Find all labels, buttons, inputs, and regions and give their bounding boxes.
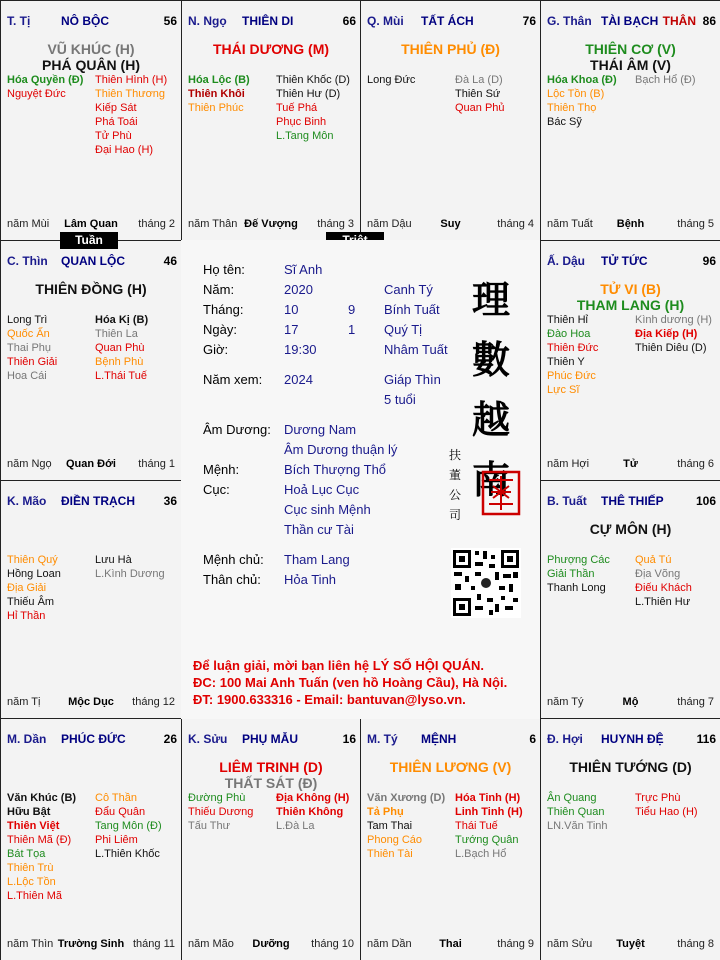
minor-star: Lộc Tồn (B) <box>547 88 605 100</box>
minor-star: Đường Phù <box>188 792 246 804</box>
truong-sinh: Quan Đới <box>66 458 116 470</box>
minor-star: L.Thiên Mã <box>7 890 63 902</box>
month-label: Tháng: <box>203 302 244 317</box>
year-label: Năm: <box>203 282 235 297</box>
minor-star: Quả Tú <box>635 554 672 566</box>
palace-age: 66 <box>342 14 356 28</box>
main-star: THIÊN TƯỚNG (D) <box>569 759 692 775</box>
month-lunar: 9 <box>348 302 356 317</box>
palace-branch: T. Tị <box>7 14 31 28</box>
minor-star: L.Lộc Tồn <box>7 876 56 888</box>
year-label: năm Dần <box>367 938 412 950</box>
palace-footer <box>547 696 714 710</box>
palace-name: TỬ TỨC <box>601 254 648 268</box>
main-star: LIÊM TRINH (D) <box>219 759 323 775</box>
palace-branch: N. Ngọ <box>188 14 227 28</box>
minor-star: Thiên Trù <box>7 862 54 874</box>
minor-star: Tướng Quân <box>455 834 519 846</box>
minor-star: Thai Phụ <box>7 342 52 354</box>
minor-star: Thiên Diêu (D) <box>635 342 707 354</box>
month-label: tháng 8 <box>677 938 714 950</box>
minor-star: Tiểu Hao (H) <box>635 806 698 818</box>
contact-line-2: ĐC: 100 Mai Anh Tuấn (ven hồ Hoàng Cầu), Hà Nội. <box>193 675 508 690</box>
minor-star: Thiên Việt <box>7 820 60 832</box>
contact-line-3: ĐT: 1900.633316 - Email: bantuvan@lyso.vn. <box>193 692 466 707</box>
palace-footer <box>7 938 175 952</box>
minor-star: Thiên Phúc <box>188 102 244 114</box>
minor-star: Long Trì <box>7 314 48 326</box>
minor-star: Thiên Thọ <box>547 102 597 114</box>
minor-star: Thiên Thương <box>95 88 166 100</box>
minor-star: Long Đức <box>367 74 416 86</box>
palace-age: 36 <box>163 494 177 508</box>
truong-sinh: Lâm Quan <box>64 218 118 230</box>
cuc-note-2: Thần cư Tài <box>284 522 354 537</box>
hour-canchi: Nhâm Tuất <box>384 342 448 357</box>
minor-star: Tam Thai <box>367 820 413 832</box>
month-label: tháng 12 <box>132 696 175 708</box>
minor-star: Tấu Thư <box>188 820 231 832</box>
minor-star: Thiên Đức <box>547 342 599 354</box>
palace-header <box>7 494 177 510</box>
year-value: 2020 <box>284 282 313 297</box>
minor-star: Thiên Y <box>547 356 585 368</box>
minor-star: Trực Phù <box>635 792 681 804</box>
palace-footer <box>7 696 175 710</box>
minor-star: Quan Phủ <box>455 102 505 114</box>
palace-age: 106 <box>695 494 716 508</box>
amduong-label: Âm Dương: <box>203 422 271 437</box>
truong-sinh: Trường Sinh <box>57 938 125 950</box>
palace-branch: G. Thân <box>547 14 592 28</box>
minor-star: Thanh Long <box>547 582 606 594</box>
day-value: 17 <box>284 322 299 337</box>
year-label: năm Mão <box>188 938 234 950</box>
truong-sinh: Thai <box>439 938 462 950</box>
palace-footer <box>188 218 354 232</box>
main-star: CỰ MÔN (H) <box>589 521 672 537</box>
brand-sidetext <box>449 445 463 525</box>
minor-star: Phá Toái <box>95 116 138 128</box>
red-seal-stamp <box>481 470 521 516</box>
minor-star: L.Thái Tuế <box>95 370 147 382</box>
palace-cell <box>0 480 182 719</box>
palace-header <box>547 494 716 510</box>
palace-age: 16 <box>342 732 356 746</box>
palace-branch: Ấ. Dậu <box>547 254 586 268</box>
age-value: 5 tuổi <box>384 392 416 407</box>
palace-cell <box>0 718 182 960</box>
palace-branch: K. Sửu <box>188 732 228 746</box>
palace-branch: Đ. Hợi <box>547 732 583 746</box>
minor-star: LN.Văn Tinh <box>547 820 608 832</box>
truong-sinh: Tuyệt <box>616 938 645 950</box>
minor-star: Giải Thần <box>547 568 595 580</box>
minor-star: Hồng Loan <box>7 568 61 580</box>
brand-char-3: 越 <box>471 397 510 442</box>
minor-star: Phượng Các <box>547 554 610 566</box>
minor-star: Thiếu Âm <box>7 596 55 608</box>
side-char-2: 董 <box>449 468 462 482</box>
minor-star: Phong Cáo <box>367 834 423 846</box>
cuc-value: Hoả Lục Cục <box>284 482 360 497</box>
minor-star: Thái Tuế <box>455 820 498 832</box>
year-canchi: Canh Tý <box>384 282 433 297</box>
palace-footer <box>7 458 175 472</box>
minor-star: Nguyệt Đức <box>7 88 66 100</box>
truong-sinh: Mộc Dục <box>68 696 114 708</box>
minor-star: L.Kình Dương <box>95 568 165 580</box>
palace-age: 56 <box>163 14 177 28</box>
year-label: năm Thân <box>188 218 238 230</box>
truong-sinh: Suy <box>440 218 461 230</box>
minor-star: Kình dương (H) <box>635 314 712 326</box>
main-star: THAM LANG (H) <box>576 297 685 313</box>
minor-star: Thiên Hư (D) <box>276 88 341 100</box>
month-label: tháng 5 <box>677 218 714 230</box>
palace-cell <box>360 718 541 960</box>
palace-age: 26 <box>163 732 177 746</box>
palace-branch: Q. Mùi <box>367 14 404 28</box>
palace-cell <box>181 0 361 241</box>
month-label: tháng 1 <box>138 458 175 470</box>
minor-star: Thiếu Dương <box>188 806 254 818</box>
minor-star: Thiên Khôi <box>188 88 245 100</box>
menh-label: Mệnh: <box>203 462 240 477</box>
minor-star: Linh Tinh (H) <box>455 806 523 818</box>
palace-header <box>188 14 356 30</box>
minor-star: L.Bạch Hổ <box>455 848 507 860</box>
palace-cell <box>360 0 541 241</box>
palace-cell <box>540 240 720 481</box>
palace-header <box>547 14 716 30</box>
menhchu-value: Tham Lang <box>284 552 350 567</box>
minor-star: Thiên Sứ <box>455 88 501 100</box>
main-star: THÁI ÂM (V) <box>590 57 671 73</box>
truong-sinh: Tử <box>623 458 638 470</box>
than-marker: THÂN <box>662 14 696 28</box>
palace-footer <box>7 218 175 232</box>
palace-cell <box>0 240 182 481</box>
menh-value: Bích Thượng Thổ <box>284 462 387 477</box>
minor-star: Tử Phù <box>95 130 132 142</box>
palace-cell <box>540 718 720 960</box>
truong-sinh: Mộ <box>622 696 639 708</box>
day-label: Ngày: <box>203 322 237 337</box>
day-canchi: Quý Tị <box>384 322 423 337</box>
qr-code <box>451 548 521 618</box>
minor-star: Thiên La <box>95 328 138 340</box>
side-char-4: 司 <box>449 508 462 522</box>
palace-footer <box>367 218 534 232</box>
palace-name: QUAN LỘC <box>61 254 125 268</box>
year-label: năm Tuất <box>547 218 593 230</box>
minor-star: Tuế Phá <box>276 102 318 114</box>
minor-star: Kiếp Sát <box>95 102 137 114</box>
palace-header <box>7 732 177 748</box>
palace-header <box>7 14 177 30</box>
minor-star: Thiên Không <box>276 806 344 818</box>
palace-name: PHỤ MẪU <box>242 732 298 746</box>
cuc-note-1: Cục sinh Mệnh <box>284 502 371 517</box>
viewyear-value: 2024 <box>284 372 313 387</box>
year-label: năm Mùi <box>7 218 50 230</box>
minor-star: Thiên Mã (Đ) <box>7 834 72 846</box>
minor-star: L.Thiên Khốc <box>95 848 160 860</box>
palace-name: TÀI BẠCH <box>601 14 659 28</box>
month-label: tháng 4 <box>497 218 534 230</box>
month-label: tháng 3 <box>317 218 354 230</box>
side-char-1: 扶 <box>449 448 462 462</box>
month-label: tháng 11 <box>132 938 175 950</box>
minor-star: Hoa Cái <box>7 370 47 382</box>
minor-star: Thiên Quý <box>7 554 58 566</box>
palace-header <box>367 732 536 748</box>
palace-name: ĐIỀN TRẠCH <box>61 494 135 508</box>
minor-star: L.Tang Môn <box>276 130 334 142</box>
minor-star: Hữu Bật <box>7 806 51 818</box>
side-char-3: 公 <box>449 488 462 502</box>
minor-star: Lưu Hà <box>95 554 132 566</box>
palace-branch: C. Thìn <box>7 254 48 268</box>
palace-cell <box>181 718 361 960</box>
palace-age: 86 <box>702 14 716 28</box>
contact-line-1: Để luận giải, mời bạn liên hệ LÝ SỐ HỘI QUÁN. <box>193 658 484 673</box>
palace-header <box>547 254 716 270</box>
day-lunar: 1 <box>348 322 356 337</box>
minor-star: Tả Phụ <box>367 806 404 818</box>
minor-star: Đại Hao (H) <box>95 144 154 156</box>
minor-star: Quốc Ấn <box>7 328 50 340</box>
year-label: năm Sửu <box>547 938 593 950</box>
year-label: năm Dậu <box>367 218 412 230</box>
palace-branch: M. Dần <box>7 732 47 746</box>
minor-star: Quan Phù <box>95 342 145 354</box>
palace-header <box>367 14 536 30</box>
palace-name: MỆNH <box>421 732 457 746</box>
main-star: THIÊN LƯƠNG (V) <box>389 759 512 775</box>
month-label: tháng 10 <box>311 938 354 950</box>
center-info-panel <box>181 240 540 719</box>
minor-star: Lực Sĩ <box>547 384 580 396</box>
minor-star: Hóa Lộc (B) <box>188 74 250 86</box>
month-label: tháng 2 <box>138 218 175 230</box>
minor-star: Thiên Tài <box>367 848 413 860</box>
minor-star: Địa Không (H) <box>276 792 350 804</box>
minor-star: Bệnh Phù <box>95 356 144 368</box>
minor-star: Phi Liêm <box>95 834 138 846</box>
palace-branch: B. Tuất <box>547 494 587 508</box>
palace-header <box>547 732 716 748</box>
main-star: THIÊN ĐỒNG (H) <box>35 281 147 297</box>
minor-star: Đào Hoa <box>547 328 591 340</box>
month-canchi: Bính Tuất <box>384 302 440 317</box>
palace-branch: M. Tý <box>367 732 398 746</box>
name-label: Họ tên: <box>203 262 245 277</box>
palace-footer <box>188 938 354 952</box>
minor-star: Địa Võng <box>635 568 681 580</box>
minor-star: Thiên Khốc (D) <box>276 74 350 86</box>
minor-star: Tang Môn (Đ) <box>95 820 162 832</box>
palace-footer <box>367 938 534 952</box>
minor-star: Thiên Hỉ <box>547 314 588 326</box>
palace-cell <box>540 0 720 241</box>
year-label: năm Ngọ <box>7 458 52 470</box>
minor-star: Thiên Giải <box>7 356 58 368</box>
minor-star: Phục Binh <box>276 116 327 128</box>
brand-char-2: 數 <box>471 337 510 382</box>
hour-value: 19:30 <box>284 342 317 357</box>
minor-star: Hóa Khoa (Đ) <box>547 74 617 86</box>
minor-star: Bác Sỹ <box>547 116 582 128</box>
truong-sinh: Dưỡng <box>252 938 290 950</box>
minor-star: Đẩu Quân <box>95 806 146 818</box>
minor-star: Hóa Quyền (Đ) <box>7 74 84 86</box>
main-star: THẤT SÁT (Đ) <box>224 775 318 791</box>
main-star: PHÁ QUÂN (H) <box>42 57 140 73</box>
minor-star: Địa Giải <box>7 582 47 594</box>
brand-char-4: 南 <box>471 457 510 502</box>
palace-name: HUYNH ĐỆ <box>601 732 664 746</box>
palace-header <box>7 254 177 270</box>
minor-star: Văn Xương (D) <box>367 792 446 804</box>
palace-footer <box>547 458 714 472</box>
minor-star: Hóa Kị (B) <box>95 314 149 326</box>
minor-star: Thiên Quan <box>547 806 605 818</box>
main-star: TỬ VI (B) <box>600 281 661 297</box>
year-label: năm Hợi <box>547 458 590 470</box>
truong-sinh: Đế Vượng <box>244 218 298 230</box>
minor-star: L.Thiên Hư <box>635 596 691 608</box>
minor-star: Bạch Hổ (Đ) <box>635 74 696 86</box>
palace-age: 6 <box>529 732 536 746</box>
minor-star: Hỉ Thần <box>7 610 46 622</box>
minor-star: Cô Thần <box>95 792 137 804</box>
year-label: năm Tị <box>7 696 41 708</box>
palace-name: NÔ BỘC <box>61 14 109 28</box>
minor-star: Đà La (D) <box>455 74 503 86</box>
truong-sinh: Bệnh <box>616 218 645 230</box>
year-label: năm Tý <box>547 696 584 708</box>
cuc-label: Cục: <box>203 482 230 497</box>
minor-star: Điếu Khách <box>635 582 692 594</box>
month-value: 10 <box>284 302 299 317</box>
thanchu-value: Hỏa Tinh <box>284 572 337 587</box>
palace-name: PHÚC ĐỨC <box>61 732 126 746</box>
palace-name: THÊ THIẾP <box>601 494 664 508</box>
brand-char-1: 理 <box>471 277 510 322</box>
palace-age: 46 <box>163 254 177 268</box>
palace-cell <box>540 480 720 719</box>
minor-star: Bát Tọa <box>7 848 46 860</box>
viewyear-canchi: Giáp Thìn <box>384 372 441 387</box>
main-star: VŨ KHÚC (H) <box>47 41 135 57</box>
palace-header <box>188 732 356 748</box>
palace-name: TẤT ÁCH <box>421 14 474 28</box>
palace-age: 116 <box>696 732 716 746</box>
month-label: tháng 6 <box>677 458 714 470</box>
hour-label: Giờ: <box>203 342 229 357</box>
palace-age: 76 <box>522 14 536 28</box>
amduong-note: Âm Dương thuận lý <box>284 442 398 457</box>
minor-star: Thiên Hình (H) <box>95 74 168 86</box>
palace-footer <box>547 218 714 232</box>
main-star: THÁI DƯƠNG (M) <box>212 41 330 57</box>
minor-star: L.Đà La <box>276 820 315 832</box>
thanchu-label: Thân chủ: <box>203 572 261 587</box>
minor-star: Hóa Tinh (H) <box>455 792 521 804</box>
minor-star: Phúc Đức <box>547 370 596 382</box>
palace-footer <box>547 938 714 952</box>
year-label: năm Thìn <box>7 938 54 950</box>
viewyear-label: Năm xem: <box>203 372 263 387</box>
minor-star: Ân Quang <box>547 792 597 804</box>
minor-star: Địa Kiếp (H) <box>635 328 698 340</box>
month-label: tháng 9 <box>497 938 534 950</box>
minor-star: Văn Khúc (B) <box>7 792 77 804</box>
palace-branch: K. Mão <box>7 494 47 508</box>
palace-name: THIÊN DI <box>242 14 294 28</box>
palace-age: 96 <box>702 254 716 268</box>
tuan-tag: Tuần <box>60 232 118 249</box>
menhchu-label: Mệnh chủ: <box>203 552 264 567</box>
main-star: THIÊN PHỦ (Đ) <box>401 41 500 57</box>
name-value: Sĩ Anh <box>284 262 323 277</box>
amduong-value: Dương Nam <box>284 422 357 437</box>
month-label: tháng 7 <box>677 696 714 708</box>
main-star: THIÊN CƠ (V) <box>585 41 676 57</box>
palace-cell <box>0 0 182 241</box>
